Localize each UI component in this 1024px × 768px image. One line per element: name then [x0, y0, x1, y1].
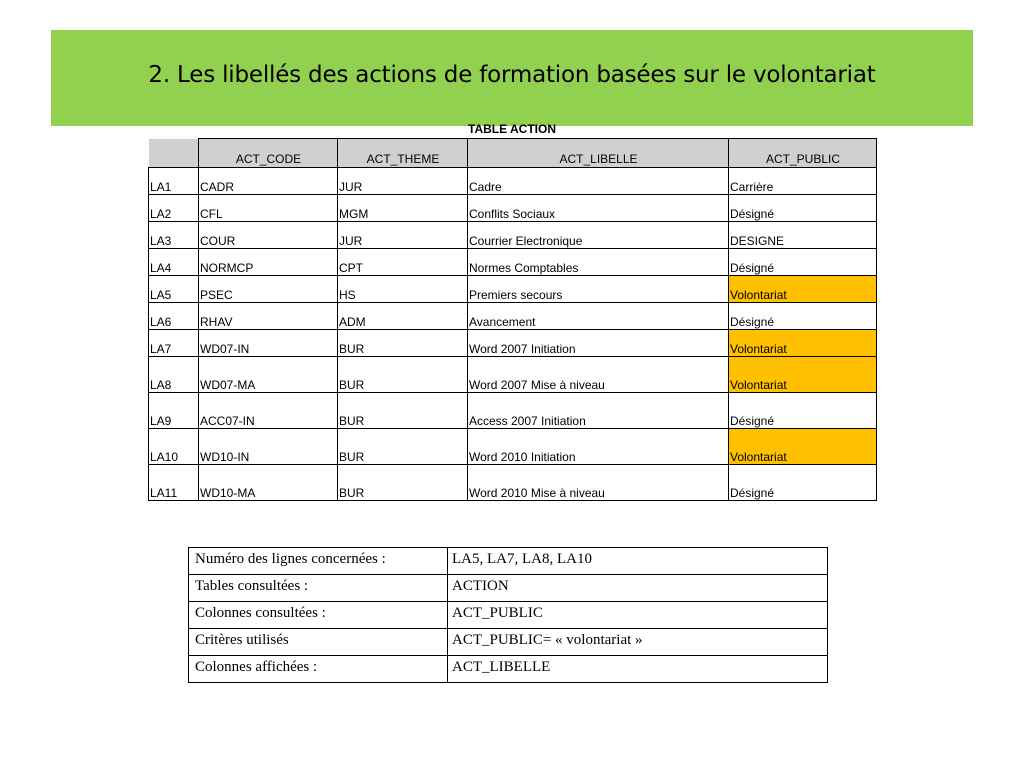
summary-row: [189, 548, 828, 575]
act-public-cell: Volontariat: [729, 429, 877, 465]
act-libelle-cell: Word 2010 Initiation: [468, 429, 729, 465]
act-theme-cell: BUR: [338, 357, 468, 393]
act-code-cell: CADR: [199, 168, 338, 195]
act-public-cell: Désigné: [729, 303, 877, 330]
row-id-cell: LA4: [149, 249, 199, 276]
title-banner: [51, 30, 973, 126]
row-id-cell: LA6: [149, 303, 199, 330]
table-row: [149, 249, 877, 276]
act-public-cell: Désigné: [729, 465, 877, 501]
summary-key-cell: Colonnes consultées :: [189, 602, 448, 629]
summary-key-cell: Colonnes affichées :: [189, 656, 448, 683]
row-id-cell: LA5: [149, 276, 199, 303]
summary-value-cell: ACTION: [448, 575, 828, 602]
act-code-cell: WD10-MA: [199, 465, 338, 501]
table-row: [149, 465, 877, 501]
act-theme-cell: BUR: [338, 330, 468, 357]
act-code-cell: WD07-IN: [199, 330, 338, 357]
act-libelle-cell: Word 2010 Mise à niveau: [468, 465, 729, 501]
row-id-cell: LA7: [149, 330, 199, 357]
summary-key-cell: Numéro des lignes concernées :: [189, 548, 448, 575]
act-libelle-cell: Access 2007 Initiation: [468, 393, 729, 429]
act-public-cell: Désigné: [729, 249, 877, 276]
act-public-cell: Volontariat: [729, 330, 877, 357]
act-public-cell: Désigné: [729, 393, 877, 429]
act-theme-cell: CPT: [338, 249, 468, 276]
act-code-cell: PSEC: [199, 276, 338, 303]
summary-row: [189, 656, 828, 683]
act-theme-cell: ADM: [338, 303, 468, 330]
summary-table: [188, 547, 828, 683]
act-code-cell: COUR: [199, 222, 338, 249]
action-table: [148, 138, 877, 501]
table-row: [149, 393, 877, 429]
act-code-cell: NORMCP: [199, 249, 338, 276]
row-id-cell: LA11: [149, 465, 199, 501]
summary-value-cell: ACT_LIBELLE: [448, 656, 828, 683]
act-theme-cell: JUR: [338, 222, 468, 249]
act-public-cell: DESIGNE: [729, 222, 877, 249]
table-row: [149, 195, 877, 222]
act-code-cell: CFL: [199, 195, 338, 222]
row-id-cell: LA8: [149, 357, 199, 393]
summary-key-cell: Tables consultées :: [189, 575, 448, 602]
summary-row: [189, 575, 828, 602]
row-id-cell: LA1: [149, 168, 199, 195]
act-libelle-cell: Conflits Sociaux: [468, 195, 729, 222]
table-row: [149, 303, 877, 330]
act-libelle-cell: Avancement: [468, 303, 729, 330]
summary-row: [189, 629, 828, 656]
act-code-cell: WD10-IN: [199, 429, 338, 465]
row-id-cell: LA2: [149, 195, 199, 222]
table-row: [149, 429, 877, 465]
corner-cell: [149, 139, 199, 168]
table-caption: TABLE ACTION: [468, 122, 556, 136]
act-theme-cell: BUR: [338, 465, 468, 501]
act-code-cell: ACC07-IN: [199, 393, 338, 429]
act-libelle-cell: Word 2007 Initiation: [468, 330, 729, 357]
act-public-cell: Carrière: [729, 168, 877, 195]
table-row: [149, 330, 877, 357]
summary-row: [189, 602, 828, 629]
table-row: [149, 168, 877, 195]
act-libelle-cell: Premiers secours: [468, 276, 729, 303]
act-theme-cell: BUR: [338, 393, 468, 429]
summary-value-cell: ACT_PUBLIC: [448, 602, 828, 629]
act-libelle-cell: Word 2007 Mise à niveau: [468, 357, 729, 393]
table-header-row: [149, 139, 877, 168]
summary-key-cell: Critères utilisés: [189, 629, 448, 656]
column-header-act-theme: ACT_THEME: [338, 139, 468, 168]
act-theme-cell: MGM: [338, 195, 468, 222]
summary-value-cell: ACT_PUBLIC= « volontariat »: [448, 629, 828, 656]
act-code-cell: WD07-MA: [199, 357, 338, 393]
table-row: [149, 222, 877, 249]
column-header-act-libelle: ACT_LIBELLE: [468, 139, 729, 168]
act-code-cell: RHAV: [199, 303, 338, 330]
table-row: [149, 276, 877, 303]
act-public-cell: Volontariat: [729, 357, 877, 393]
act-libelle-cell: Normes Comptables: [468, 249, 729, 276]
act-public-cell: Volontariat: [729, 276, 877, 303]
row-id-cell: LA10: [149, 429, 199, 465]
act-theme-cell: HS: [338, 276, 468, 303]
act-theme-cell: JUR: [338, 168, 468, 195]
act-public-cell: Désigné: [729, 195, 877, 222]
row-id-cell: LA9: [149, 393, 199, 429]
column-header-act-public: ACT_PUBLIC: [729, 139, 877, 168]
slide-title: 2. Les libellés des actions de formation basées sur le volontariat: [148, 62, 876, 88]
act-theme-cell: BUR: [338, 429, 468, 465]
column-header-act-code: ACT_CODE: [199, 139, 338, 168]
table-row: [149, 357, 877, 393]
row-id-cell: LA3: [149, 222, 199, 249]
summary-value-cell: LA5, LA7, LA8, LA10: [448, 548, 828, 575]
act-libelle-cell: Cadre: [468, 168, 729, 195]
act-libelle-cell: Courrier Electronique: [468, 222, 729, 249]
